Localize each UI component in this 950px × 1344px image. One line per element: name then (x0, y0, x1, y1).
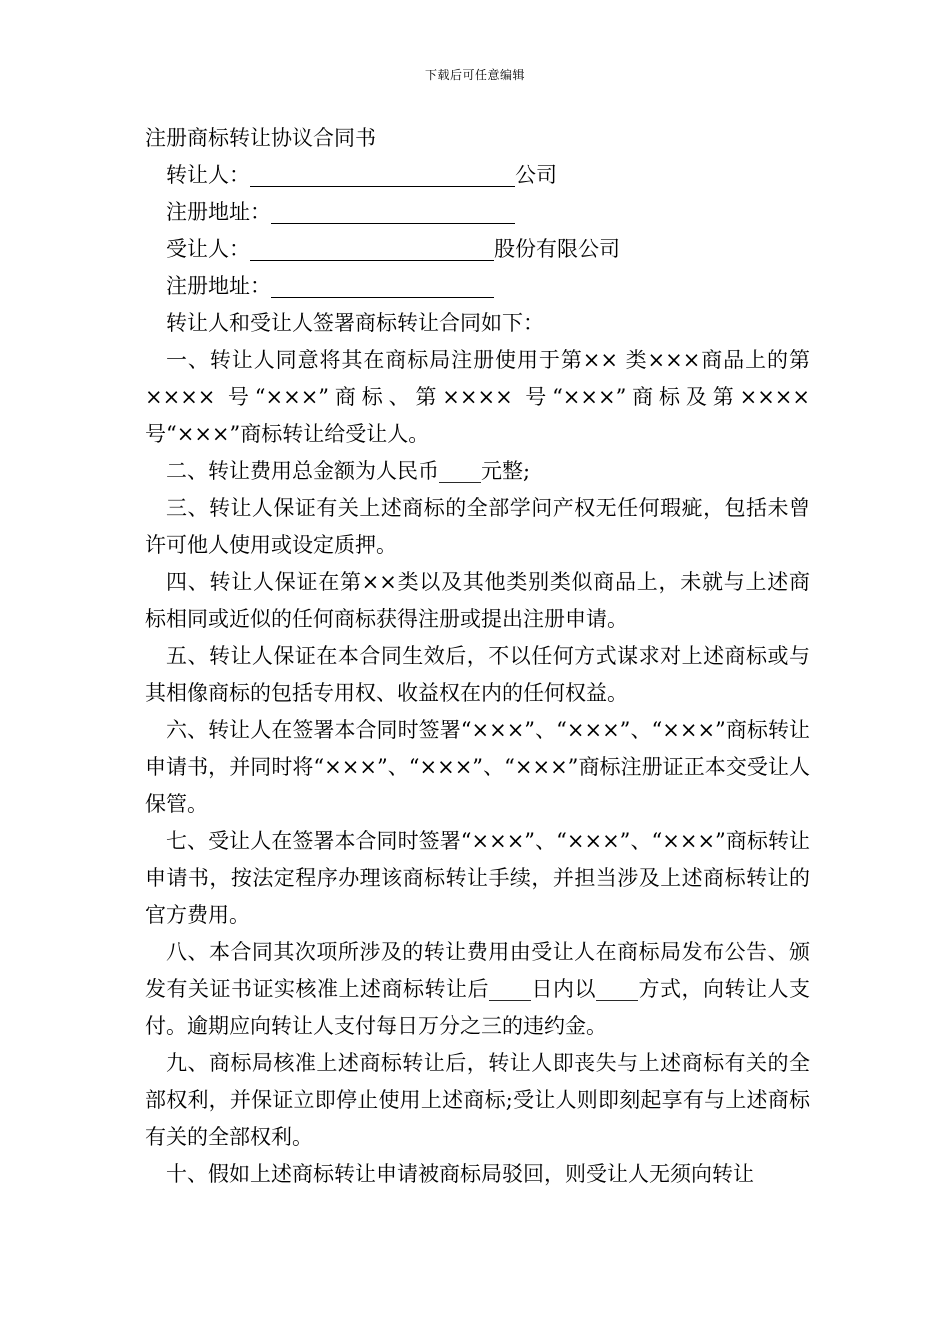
transferee-name-blank (250, 236, 494, 261)
document-body (145, 120, 810, 1193)
transferee-suffix: 股份有限公司 (494, 237, 620, 261)
clause-10: 十、假如上述商标转让申请被商标局驳回，则受让人无须向转让 (166, 1162, 754, 1186)
clause-9: 九、商标局核准上述商标转让后，转让人即丧失与上述商标有关的全部权利，并保证立即停止使用上述商标;受让人则即刻起享有与上述商标有关的全部权利。 (145, 1051, 810, 1149)
transferor-name-blank (250, 162, 515, 187)
transferor-label: 转让人： (166, 163, 250, 187)
intro-paragraph: 转让人和受让人签署商标转让合同如下： (166, 311, 544, 335)
transferee-line (145, 231, 810, 268)
clause-8: 八、本合同其次项所涉及的转让费用由受让人在商标局发布公告、颁发有关证书证实核准上述商标转让后____日内以____方式，向转让人支付。逾期应向转让人支付每日万分之三的违约金。 (145, 940, 810, 1038)
header-note: 下载后可任意编辑 (424, 68, 525, 82)
clause-4: 四、转让人保证在第××类以及其他类别类似商品上，未就与上述商标相同或近似的任何商标获得注册或提出注册申请。 (145, 570, 810, 631)
document-title: 注册商标转让协议合同书 (145, 126, 376, 150)
transferor-suffix: 公司 (515, 163, 557, 187)
transferee-label: 受让人： (166, 237, 250, 261)
clause-7: 七、受让人在签署本合同时签署“×××”、“×××”、“×××”商标转让申请书，按法定程序办理该商标转让手续，并担当涉及上述商标转让的官方费用。 (145, 829, 810, 927)
transferor-address-label: 注册地址： (166, 200, 271, 224)
transferee-address-blank (271, 273, 494, 298)
clause-6: 六、转让人在签署本合同时签署“×××”、“×××”、“×××”商标转让申请书，并同时将“×××”、“×××”、“×××”商标注册证正本交受让人保管。 (145, 718, 810, 816)
clause-1: 一、转让人同意将其在商标局注册使用于第×× 类×××商品上的第×××× 号“×××”商标、第×××× 号“×××”商标及第×××× 号“×××”商标转让给受让人。 (145, 348, 810, 446)
clause-2: 二、转让费用总金额为人民币____元整; (166, 459, 531, 483)
transferee-address-line (145, 268, 810, 305)
transferee-address-label: 注册地址： (166, 274, 271, 298)
clause-3: 三、转让人保证有关上述商标的全部学问产权无任何瑕疵，包括未曾许可他人使用或设定质押。 (145, 496, 810, 557)
transferor-line (145, 157, 810, 194)
transferor-address-blank (271, 199, 515, 224)
transferor-address-line (145, 194, 810, 231)
clause-5: 五、转让人保证在本合同生效后，不以任何方式谋求对上述商标或与其相像商标的包括专用权、收益权在内的任何权益。 (145, 644, 810, 705)
